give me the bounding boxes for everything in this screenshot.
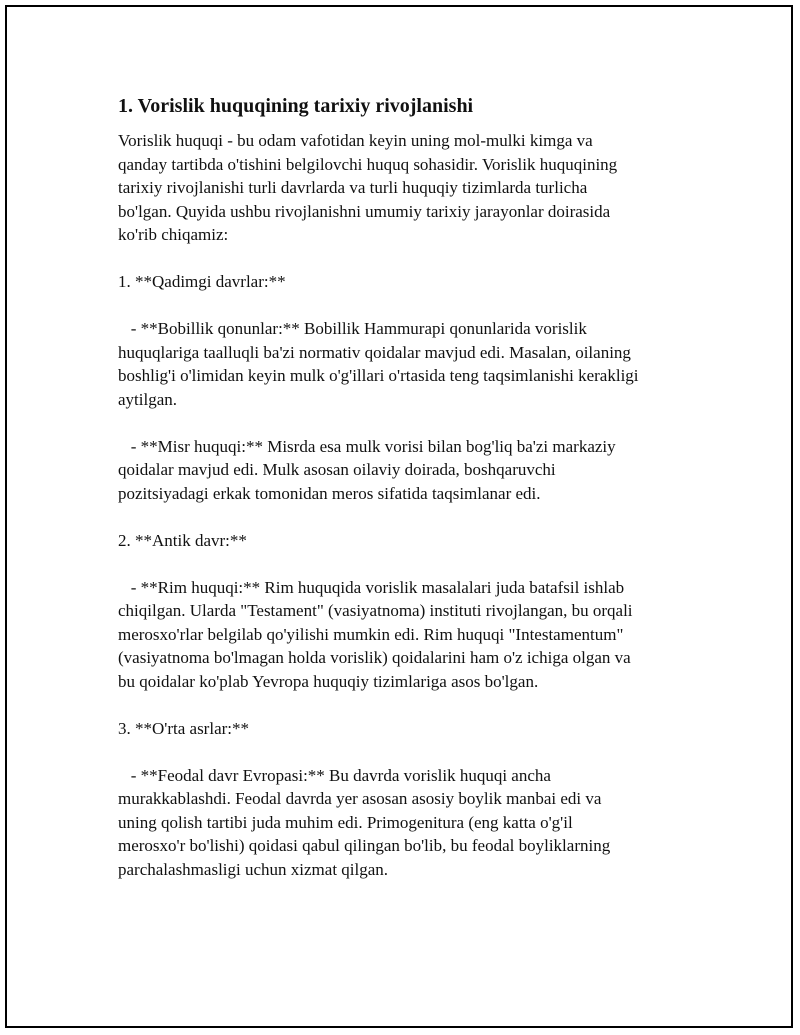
- text-line: boshlig'i o'limidan keyin mulk o'g'illari o'rtasida teng taqsimlanishi kerakligi: [118, 366, 639, 385]
- text-line: aytilgan.: [118, 389, 178, 409]
- text-line: bu qoidalar ko'plab Yevropa huquqiy tizimlariga asos bo'lgan.: [118, 671, 539, 691]
- text-line: qoidalar mavjud edi. Mulk asosan oilaviy doirada, boshqaruvchi: [118, 460, 556, 479]
- text-line: - **Rim huquqi:** Rim huquqida vorislik masalalari juda batafsil ishlab: [118, 577, 625, 597]
- section-heading: [118, 717, 698, 741]
- document-body: [118, 129, 698, 881]
- text-line: qanday tartibda o'tishini belgilovchi huquq sohasidir. Vorislik huquqining: [118, 154, 618, 174]
- text-line: pozitsiyadagi erkak tomonidan meros sifatida taqsimlanar edi.: [118, 483, 541, 503]
- text-line: 2. **Antik davr:**: [118, 530, 247, 550]
- text-line: huquqlariga taalluqli ba'zi normativ qoidalar mavjud edi. Masalan, oilaning: [118, 342, 631, 362]
- paragraph-gap: [118, 505, 698, 529]
- text-line: parchalashmasligi uchun xizmat qilgan.: [118, 859, 389, 879]
- list-item: [118, 435, 698, 506]
- paragraph-gap: [118, 294, 698, 318]
- text-line: Vorislik huquqi - bu odam vafotidan keyin uning mol-mulki kimga va: [118, 131, 593, 150]
- paragraph-gap: [118, 247, 698, 271]
- paragraph-gap: [118, 693, 698, 717]
- section-heading: [118, 529, 698, 553]
- document-content: [118, 94, 698, 881]
- text-line: chiqilgan. Ularda "Testament" (vasiyatnoma) instituti rivojlangan, bu orqali: [118, 601, 633, 620]
- list-item: [118, 576, 698, 694]
- text-line: murakkablashdi. Feodal davrda yer asosan asosiy boylik manbai edi va: [118, 789, 602, 808]
- text-line: - **Misr huquqi:** Misrda esa mulk vorisi bilan bog'liq ba'zi markaziy: [118, 436, 616, 456]
- text-line: (vasiyatnoma bo'lmagan holda vorislik) qoidalarini ham o'z ichiga olgan va: [118, 648, 631, 667]
- text-line: merosxo'rlar belgilab qo'yilishi mumkin edi. Rim huquqi "Intestamentum": [118, 624, 624, 644]
- paragraph-gap: [118, 740, 698, 764]
- text-line: 3. **O'rta asrlar:**: [118, 718, 249, 738]
- section-heading: [118, 270, 698, 294]
- text-line: merosxo'r bo'lishi) qoidasi qabul qilingan bo'lib, bu feodal boyliklarning: [118, 836, 611, 855]
- paragraph-gap: [118, 411, 698, 435]
- list-item: [118, 764, 698, 882]
- text-line: - **Feodal davr Evropasi:** Bu davrda vorislik huquqi ancha: [118, 765, 551, 785]
- text-line: tarixiy rivojlanishi turli davrlarda va turli huquqiy tizimlarda turlicha: [118, 178, 588, 197]
- intro-paragraph: [118, 129, 698, 247]
- text-line: - **Bobillik qonunlar:** Bobillik Hammurapi qonunlarida vorislik: [118, 319, 587, 338]
- document-title: 1. Vorislik huquqining tarixiy rivojlanishi: [118, 95, 474, 117]
- text-line: uning qolish tartibi juda muhim edi. Primogenitura (eng katta o'g'il: [118, 812, 573, 832]
- list-item: [118, 317, 698, 411]
- text-line: bo'lgan. Quyida ushbu rivojlanishni umumiy tarixiy jarayonlar doirasida: [118, 201, 611, 221]
- paragraph-gap: [118, 552, 698, 576]
- text-line: ko'rib chiqamiz:: [118, 225, 229, 244]
- text-line: 1. **Qadimgi davrlar:**: [118, 272, 286, 291]
